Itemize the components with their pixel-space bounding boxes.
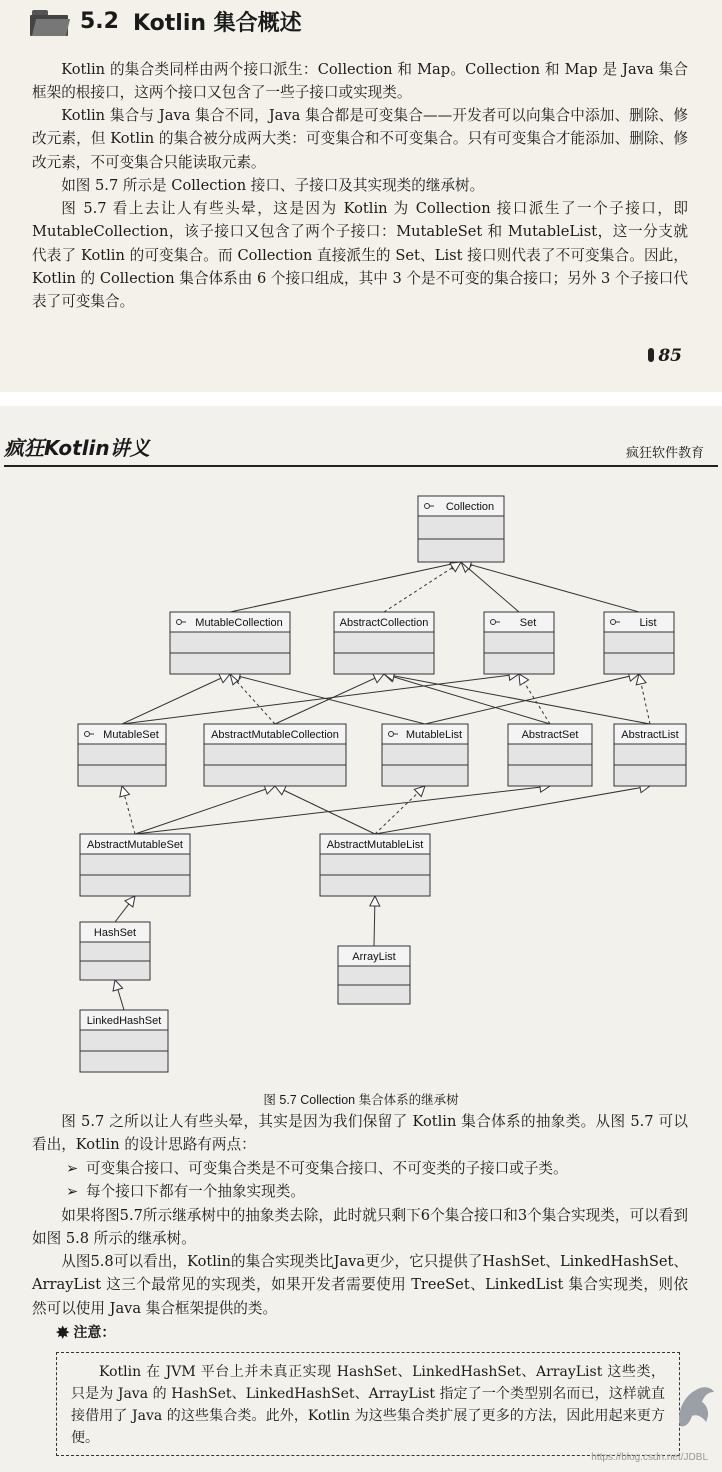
inheritance-arrow	[115, 896, 135, 922]
class-box-abstract-mutable-list	[320, 834, 430, 896]
paragraph: 如果将图5.7所示继承树中的抽象类去除，此时就只剩下6个集合接口和3个集合实现类，可以看到如图 5.8 所示的继承树。	[32, 1207, 688, 1248]
page-bottom	[0, 406, 722, 1472]
inheritance-arrow	[115, 980, 124, 1010]
inheritance-arrow	[375, 786, 650, 834]
paragraph: Kotlin 的集合类同样由两个接口派生：Collection 和 Map。Collection 和 Map 是 Java 集合框架的根接口，这两个接口又包含了一些子接口或实现类。	[32, 61, 688, 102]
class-name: MutableCollection	[195, 617, 283, 629]
paragraph: 图 5.7 看上去让人有些头晕，这是因为 Kotlin 为 Collection 接口派生了一个子接口，即 MutableCollection，该子接口又包含了两个子接口：MutableSet 和 MutableList，这一分支就代表了 Kotlin 的可变集合。而 Collection 直接派生的 Set、List 接口则代表了不可变集合。因此，Kotlin 的 Collection 集合体系由 6 个接口组成，其中 3 个是不可变的集合接口；另外 3 个子接口代表了可变集合。	[32, 200, 688, 311]
inheritance-arrow	[639, 674, 650, 724]
page-number: 85	[648, 346, 682, 366]
section-number: 5.2	[80, 9, 119, 34]
inheritance-arrow	[230, 674, 275, 724]
paragraph: Kotlin 集合与 Java 集合不同，Java 集合都是可变集合——开发者可以向集合中添加、删除、修改元素，但 Kotlin 的集合被分成两大类：可变集合和不可变集合。只有可变集合才能添加、删除、修改元素，不可变集合只能读取元素。	[32, 107, 688, 171]
class-name: AbstractList	[621, 729, 679, 741]
class-box-mutable-set	[78, 724, 166, 786]
class-name: Collection	[445, 501, 495, 513]
class-box-list	[604, 612, 674, 674]
class-name: AbstractCollection	[339, 617, 429, 629]
watermark-text: https://blog.csdn.net/JDBL	[591, 1452, 708, 1463]
inheritance-arrow	[135, 786, 275, 834]
class-name: AbstractSet	[521, 729, 579, 741]
book-title: 疯狂Kotlin讲义	[4, 436, 150, 460]
paragraph: 从图5.8可以看出，Kotlin的集合实现类比Java更少，它只提供了HashSet、LinkedHashSet、ArrayList 这三个最常见的实现类，如果开发者需要使用 TreeSet、LinkedList 集合实现类，则依然可以使用 Java 集合框架提供的类。	[32, 1253, 688, 1317]
class-name: MutableList	[405, 729, 463, 741]
class-name: List	[639, 617, 657, 629]
class-name: AbstractMutableList	[326, 839, 424, 851]
class-name: Set	[519, 617, 537, 629]
class-name: MutableSet	[103, 729, 159, 741]
inheritance-arrow	[230, 562, 461, 612]
class-box-abstract-list	[614, 724, 686, 786]
class-box-collection	[418, 496, 504, 562]
bullet-item: ➢ 每个接口下都有一个抽象实现类。	[66, 1183, 305, 1200]
paragraph: 图 5.7 之所以让人有些头晕，其实是因为我们保留了 Kotlin 集合体系的抽象类。从图 5.7 可以看出，Kotlin 的设计思路有两点：	[32, 1113, 688, 1154]
inheritance-arrow	[374, 896, 375, 946]
publisher-name: 疯狂软件教育	[625, 446, 704, 461]
inheritance-arrow	[122, 674, 519, 724]
section-heading	[30, 6, 302, 37]
class-box-linked-hash-set	[80, 1010, 168, 1072]
inheritance-arrow	[122, 786, 135, 834]
folder-icon	[30, 8, 68, 36]
sparkle-icon: ✸	[56, 1322, 70, 1342]
class-name: ArrayList	[352, 951, 396, 963]
class-box-set	[484, 612, 554, 674]
class-name: LinkedHashSet	[86, 1015, 162, 1027]
inheritance-arrow	[230, 674, 425, 724]
class-name: AbstractMutableCollection	[211, 729, 339, 741]
class-box-abstract-set	[508, 724, 592, 786]
figure-caption: 图 5.7 Collection 集合体系的继承树	[263, 1093, 459, 1107]
class-box-abstract-mutable-collection	[204, 724, 346, 786]
inheritance-arrow	[122, 674, 230, 724]
inheritance-arrow	[461, 562, 519, 612]
inheritance-arrow	[384, 674, 550, 724]
note-box: Kotlin 在 JVM 平台上并未真正实现 HashSet、LinkedHashSet、ArrayList 这些类，只是为 Java 的 HashSet、LinkedHashSet、ArrayList 指定了一个类型别名而已，这样就直接借用了 Java 的这些集合类。此外，Kotlin 为这些集合类扩展了更多的方法，因此用起来更方便。	[56, 1352, 680, 1456]
inheritance-arrow	[275, 786, 375, 834]
bullet-item: ➢ 可变集合接口、可变集合类是不可变集合接口、不可变类的子接口或子类。	[66, 1160, 568, 1177]
inheritance-arrow	[384, 674, 650, 724]
class-box-mutable-collection	[170, 612, 290, 674]
class-name: AbstractMutableSet	[87, 839, 183, 851]
inheritance-arrow	[461, 562, 639, 612]
page-top	[0, 0, 722, 392]
class-box-array-list	[338, 946, 410, 1004]
dolphin-icon	[672, 1382, 716, 1436]
class-box-abstract-mutable-set	[80, 834, 190, 896]
class-box-mutable-list	[382, 724, 468, 786]
paragraph: 如图 5.7 所示是 Collection 接口、子接口及其实现类的继承树。	[61, 177, 485, 194]
note-heading: ✸ 注意：	[56, 1322, 116, 1342]
section-title: Kotlin 集合概述	[132, 11, 302, 36]
class-box-abstract-collection	[334, 612, 434, 674]
inheritance-arrow	[384, 562, 461, 612]
uml-diagram	[0, 406, 722, 1086]
class-box-hash-set	[80, 922, 150, 980]
inheritance-arrow	[135, 786, 550, 834]
class-name: HashSet	[93, 927, 137, 939]
